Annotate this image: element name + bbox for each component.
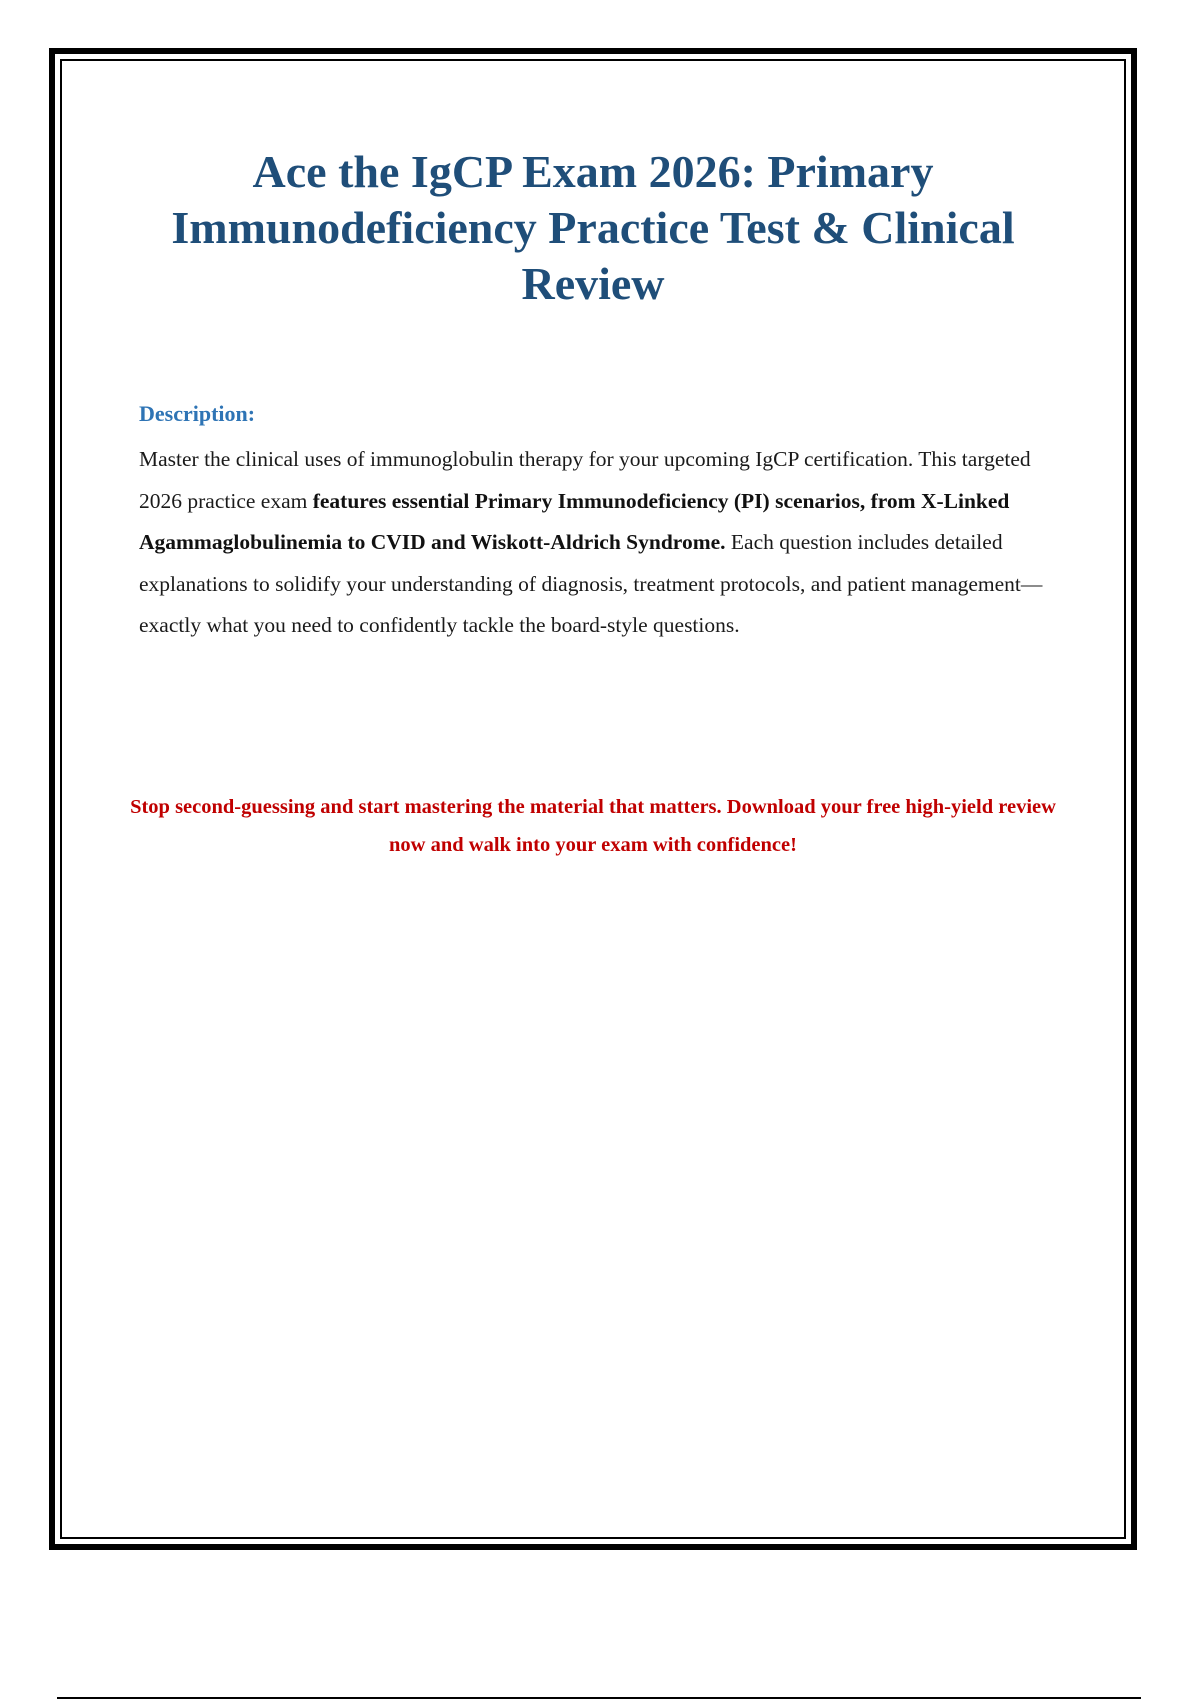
document-title: Ace the IgCP Exam 2026: Primary Immunodeficiency Practice Test & Clinical Review — [171, 146, 1015, 309]
call-to-action: Stop second-guessing and start mastering the material that matters. Download your free high-yield review now and walk into your exam with confidence! — [130, 796, 1056, 856]
description-text-tail: Each question includes detailed explanations to solidify your understanding of diagnosis, treatment protocols, and patient management—exactly what you need to confidently tackle the board-style questions. — [139, 530, 1043, 637]
description-text-lead: Master the clinical uses of immunoglobulin therapy for your upcoming IgCP certification. This targeted 2026 practice exam — [139, 447, 1031, 513]
description-label: Description: — [139, 401, 256, 426]
page-border-outer — [49, 48, 1137, 1550]
description-body — [139, 439, 1061, 647]
footer-divider — [57, 1697, 1141, 1699]
description-text-bold: features essential Primary Immunodeficiency (PI) scenarios, from X-Linked Agammaglobulinemia to CVID and Wiskott-Aldrich Syndrome. — [139, 488, 1010, 554]
